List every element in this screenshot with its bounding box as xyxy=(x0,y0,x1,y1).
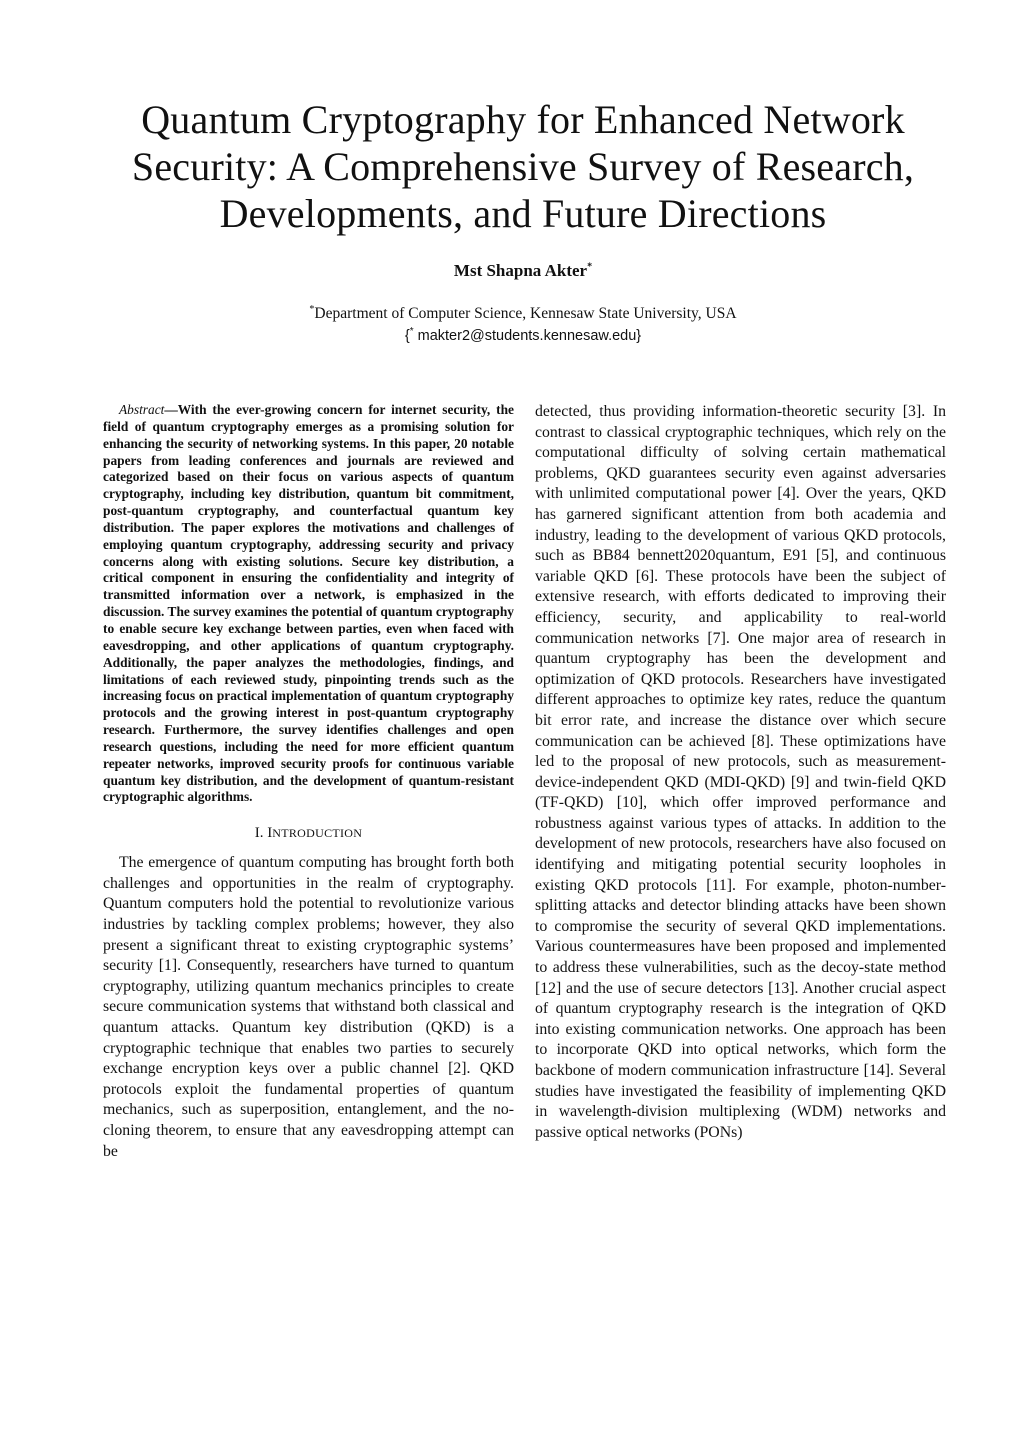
abstract-text: With the ever-growing concern for internet security, the field of quantum cryptography emerges as a promising solution for enhancing the security of networking systems. In this paper, 20 notable papers from leading conferences and journals are reviewed and categorized based on their focus on various aspects of quantum cryptography, including key distribution, quantum bit commitment, post-quantum cryptography, and counterfactual quantum key distribution. The paper explores the motivations and challenges of employing quantum cryptography, addressing security and privacy concerns along with existing solutions. Secure key distribution, a critical component in ensuring the confidentiality and integrity of transmitted information over a network, is emphasized in the discussion. The survey examines the potential of quantum cryptography to enable secure key exchange between parties, even when faced with eavesdropping, and other applications of quantum cryptography. Additionally, the paper analyzes the methodologies, findings, and limitations of each reviewed study, pinpointing trends such as the increasing focus on practical implementation of quantum cryptography protocols and the growing interest in post-quantum cryptography research. Furthermore, the survey identifies challenges and open research questions, including the need for more efficient quantum repeater networks, improved security proofs for continuous variable quantum key distribution, and the development of quantum-resistant cryptographic algorithms. xyxy=(103,402,514,805)
affiliation-line xyxy=(100,302,946,325)
email-line xyxy=(100,325,946,348)
author-email: makter2@students.kennesaw.edu xyxy=(413,328,637,344)
author-affiliation-mark: * xyxy=(587,261,593,273)
author-name xyxy=(100,261,946,281)
introduction-paragraph-continued: detected, thus providing information-theoretic security [3]. In contrast to classical cryptographic techniques, which rely on the computational difficulty of solving certain mathematical problems, QKD guarantees security even against adversaries with unlimited computational power [4]. Over the years, QKD has garnered significant attention from both academia and industry, leading to the development of various QKD protocols, such as BB84 bennett2020quantum, E91 [5], and continuous variable QKD [6]. These protocols have been the subject of extensive research, with efforts dedicated to improving their efficiency, security, and applicability to real-world communication networks [7]. One major area of research in quantum cryptography has been the development and optimization of QKD protocols. Researchers have investigated different approaches to optimize key rates, reduce the quantum bit error rate, and increase the distance over which secure communication can be achieved [8]. These optimizations have led to the proposal of new protocols, such as measurement-device-independent QKD (MDI-QKD) [9] and twin-field QKD (TF-QKD) [10], which offer improved performance and robustness against various types of attacks. In addition to the development of new protocols, researchers have also focused on identifying and mitigating potential security loopholes in existing QKD protocols [11]. For example, photon-number-splitting attacks and detector blinding attacks have been shown to compromise the security of several QKD implementations. Various countermeasures have been proposed and implemented to address these vulnerabilities, such as the decoy-state method [12] and the use of secure detectors [13]. Another crucial aspect of quantum cryptography research is the integration of QKD into existing communication networks. One approach has been to incorporate QKD into optical networks, which form the backbone of modern communication infrastructure [14]. Several studies have investigated the feasibility of implementing QKD in wavelength-division multiplexing (WDM) networks and passive optical networks (PONs) xyxy=(535,403,946,1141)
author-affiliation xyxy=(100,302,946,348)
right-column xyxy=(535,402,946,1143)
abstract-label: Abstract xyxy=(119,402,165,417)
left-column xyxy=(103,402,514,1162)
section-title-rest: NTRODUCTION xyxy=(272,826,363,841)
abstract xyxy=(103,402,514,806)
paper-title: Quantum Cryptography for Enhanced Network Security: A Comprehensive Survey of Research, Developments, and Future Directions xyxy=(131,97,915,236)
section-title-initial: I xyxy=(267,825,273,842)
email-mark: * xyxy=(409,326,414,338)
email-open-brace: { xyxy=(404,328,410,344)
author-name-text: Mst Shapna Akter xyxy=(453,261,588,280)
affiliation-text: Department of Computer Science, Kennesaw State University, USA xyxy=(314,305,737,322)
email-close-brace: } xyxy=(636,328,642,344)
section-number: I. xyxy=(254,825,264,842)
introduction-paragraph: The emergence of quantum computing has brought forth both challenges and opportunities in the realm of cryptography. Quantum computers hold the potential to revolutionize various industries by tackling complex problems; however, they also present a significant threat to existing cryptographic systems’ security [1]. Consequently, researchers have turned to quantum cryptography, utilizing quantum mechanics principles to create secure communication systems that withstand both classical and quantum attacks. Quantum key distribution (QKD) is a cryptographic technique that enables two parties to securely exchange encryption keys over a public channel [2]. QKD protocols exploit the fundamental properties of quantum mechanics, such as superposition, entanglement, and the no-cloning theorem, to ensure that any eavesdropping attempt can be xyxy=(103,854,514,1160)
affiliation-mark: * xyxy=(309,303,315,315)
section-heading-introduction xyxy=(103,825,514,842)
abstract-dash: — xyxy=(164,402,178,417)
